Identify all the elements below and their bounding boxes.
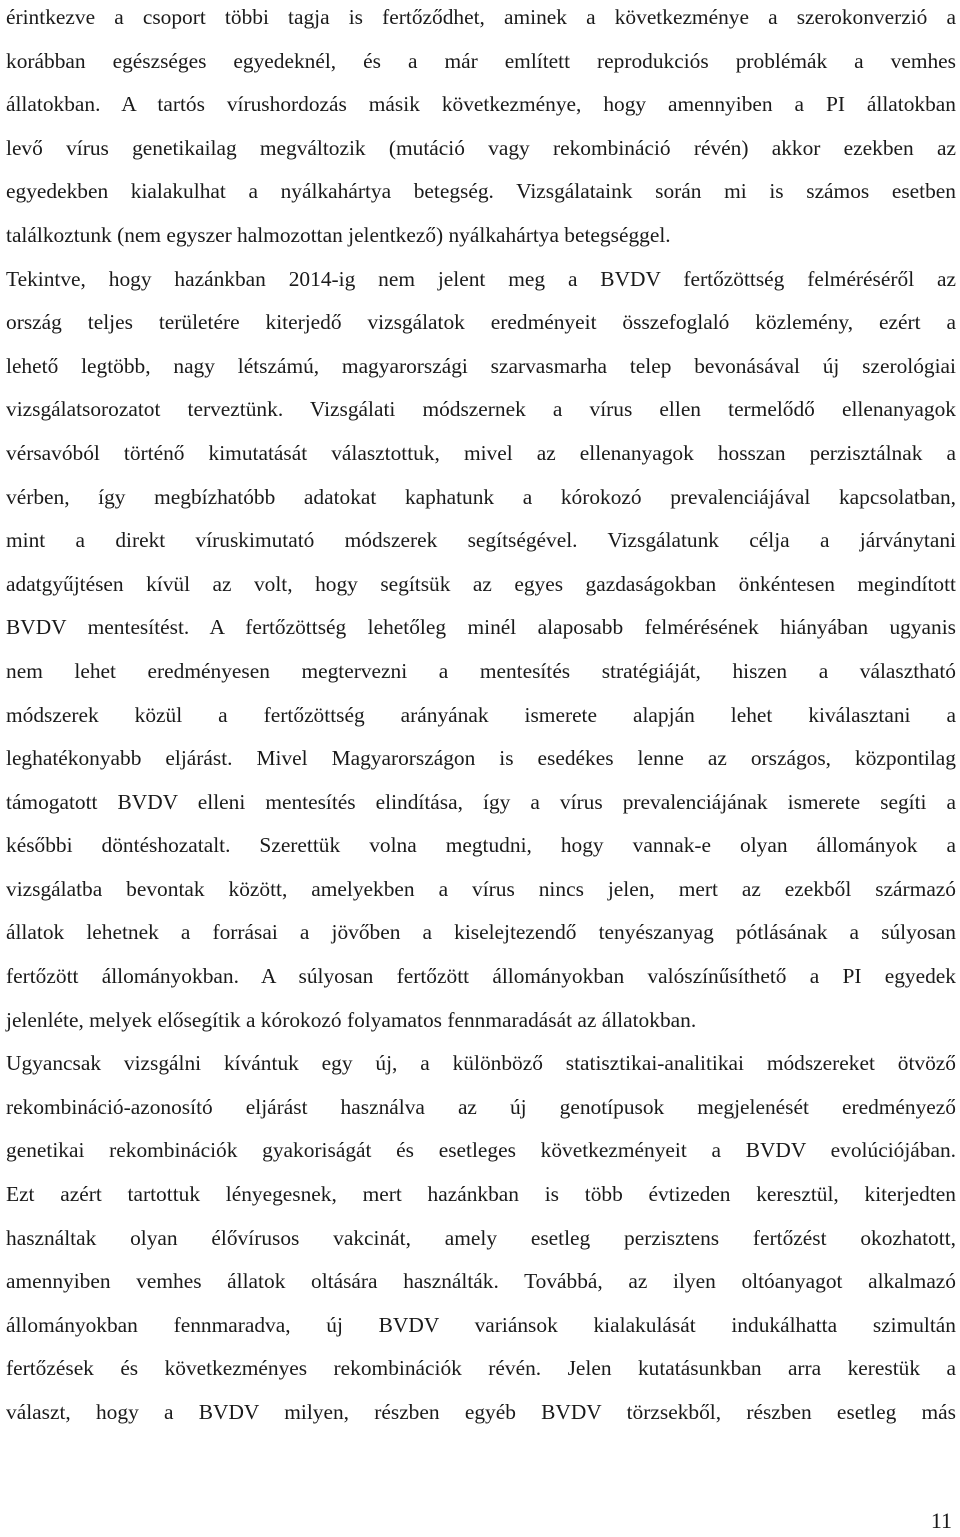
text-line: BVDV mentesítést. A fertőzöttség lehetőleg minél alaposabb felmérésének hiányában ugyanis <box>6 615 956 640</box>
text-line: fertőzött állományokban. A súlyosan fertőzött állományokban valószínűsíthető a PI egyedek <box>6 964 956 989</box>
text-line: amennyiben vemhes állatok oltására használták. Továbbá, az ilyen oltóanyagot alkalmazó <box>6 1269 956 1294</box>
text-line: használtak olyan élővírusos vakcinát, amely esetleg perzisztens fertőzést okozhatott, <box>6 1225 956 1250</box>
text-line: Ezt azért tartottuk lényegesnek, mert hazánkban is több évtizeden keresztül, kiterjedten <box>6 1182 956 1207</box>
text-line: fertőzések és következményes rekombinációk révén. Jelen kutatásunkban arra kerestük a <box>6 1356 956 1381</box>
text-line: későbbi döntéshozatalt. Szerettük volna megtudni, hogy vannak-e olyan állományok a <box>6 833 956 858</box>
text-line: módszerek közül a fertőzöttség arányának ismerete alapján lehet kiválasztani a <box>6 702 956 727</box>
text-line: Tekintve, hogy hazánkban 2014-ig nem jelent meg a BVDV fertőzöttség felméréséről az <box>6 266 956 291</box>
text-line: jelenléte, melyek elősegítik a kórokozó folyamatos fennmaradását az állatokban. <box>6 1007 697 1032</box>
text-line: genetikai rekombinációk gyakoriságát és esetleges következményeit a BVDV evolúciójában. <box>6 1138 956 1163</box>
text-line: levő vírus genetikailag megváltozik (mutáció vagy rekombináció révén) akkor ezekben az <box>6 135 956 160</box>
text-line: nem lehet eredményesen megtervezni a mentesítés stratégiáját, hiszen a választható <box>6 658 956 683</box>
text-line: állományokban fennmaradva, új BVDV variánsok kialakulását indukálhatta szimultán <box>6 1312 956 1337</box>
text-line: találkoztunk (nem egyszer halmozottan jelentkező) nyálkahártya betegséggel. <box>6 222 671 247</box>
text-line: állatokban. A tartós vírushordozás másik következménye, hogy amennyiben a PI állatokban <box>6 92 956 117</box>
page-number: 11 <box>930 1508 952 1533</box>
text-line: korábban egészséges egyedeknél, és a már említett reprodukciós problémák a vemhes <box>6 48 956 73</box>
text-line: adatgyűjtésen kívül az volt, hogy segítsük az egyes gazdaságokban önkéntesen megindított <box>6 571 956 596</box>
text-line: vizsgálatba bevontak között, amelyekben a vírus nincs jelen, mert az ezekből származó <box>6 876 956 901</box>
text-line: egyedekben kialakulhat a nyálkahártya betegség. Vizsgálataink során mi is számos esetben <box>6 179 956 204</box>
text-line: állatok lehetnek a forrásai a jövőben a kiselejtezendő tenyészanyag pótlásának a súlyosan <box>6 920 956 945</box>
text-line: mint a direkt víruskimutató módszerek segítségével. Vizsgálatunk célja a járványtani <box>6 528 956 553</box>
text-line: ország teljes területére kiterjedő vizsgálatok eredményeit összefoglaló közlemény, ezért a <box>6 310 956 335</box>
text-line: leghatékonyabb eljárást. Mivel Magyarországon is esedékes lenne az országos, központilag <box>6 746 956 771</box>
text-line: választ, hogy a BVDV milyen, részben egyéb BVDV törzsekből, részben esetleg más <box>6 1400 956 1424</box>
document-body <box>6 0 956 1435</box>
text-line: támogatott BVDV elleni mentesítés elindítása, így a vírus prevalenciájának ismerete segíti a <box>6 789 956 814</box>
text-line: vérben, így megbízhatóbb adatokat kaphatunk a kórokozó prevalenciájával kapcsolatban, <box>6 484 956 509</box>
text-line: érintkezve a csoport többi tagja is fertőződhet, aminek a következménye a szerokonverzió a <box>6 5 956 29</box>
text-line: vérsavóból történő kimutatását választottuk, mivel az ellenanyagok hosszan perzisztálnak a <box>6 440 956 465</box>
text-line: Ugyancsak vizsgálni kívántuk egy új, a különböző statisztikai-analitikai módszereket ötvöző <box>6 1051 956 1076</box>
text-line: vizsgálatsorozatot terveztünk. Vizsgálati módszernek a vírus ellen termelődő ellenanyagok <box>6 397 956 422</box>
text-line: rekombináció-azonosító eljárást használva az új genotípusok megjelenését eredményező <box>6 1094 956 1119</box>
text-line: lehető legtöbb, nagy létszámú, magyarországi szarvasmarha telep bevonásával új szerológiai <box>6 353 956 378</box>
